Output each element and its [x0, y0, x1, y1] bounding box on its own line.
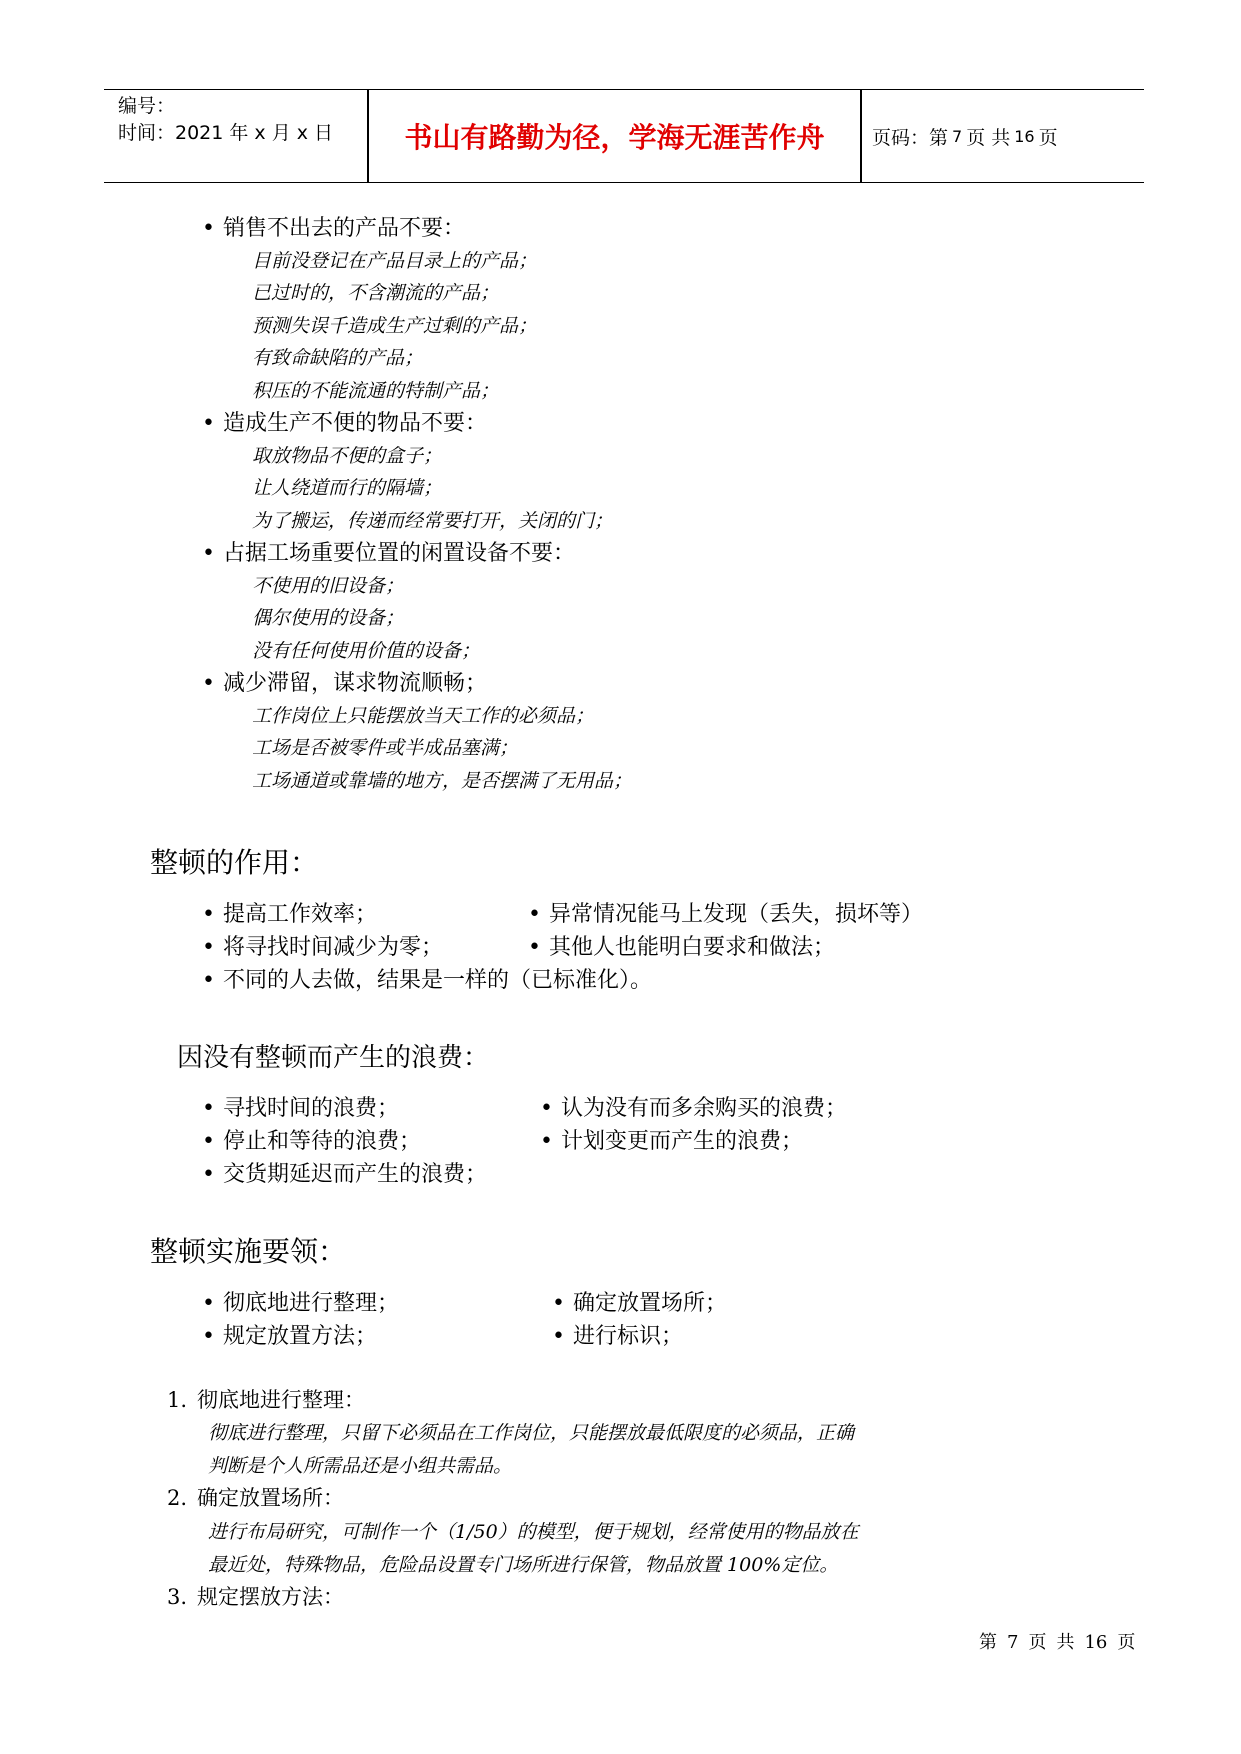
paragraph-line: 进行布局研究，可制作一个（1/50）的模型，便于规划，经常使用的物品放在	[208, 1521, 859, 1543]
section-heading: 整顿实施要领：	[150, 1235, 347, 1268]
page-total: 16	[1014, 126, 1035, 146]
list-item: • 减少滞留，谋求物流顺畅；	[202, 671, 487, 696]
list-item: • 其他人也能明白要求和做法；	[528, 935, 835, 960]
bullet-icon: •	[202, 935, 215, 960]
header-page-info	[872, 90, 1058, 182]
list-item: • 寻找时间的浪费；	[202, 1096, 399, 1121]
bullet-icon: •	[552, 1291, 565, 1316]
bullet-icon: •	[202, 411, 215, 436]
list-item: • 将寻找时间减少为零；	[202, 935, 443, 960]
footer-page-number: 7	[1007, 1632, 1019, 1653]
paragraph-line: 彻底进行整理，只留下必须品在工作岗位，只能摆放最低限度的必须品，正确	[208, 1422, 855, 1444]
list-subitem: 取放物品不便的盒子；	[252, 445, 443, 467]
header-divider	[860, 90, 862, 182]
list-subitem: 不使用的旧设备；	[252, 575, 405, 597]
page-header	[104, 89, 1144, 183]
section-heading: 整顿的作用：	[150, 846, 319, 879]
list-item: • 计划变更而产生的浪费；	[540, 1129, 803, 1154]
list-subitem: 有致命缺陷的产品；	[252, 347, 424, 369]
bullet-icon: •	[202, 1324, 215, 1349]
list-item: • 进行标识；	[552, 1324, 683, 1349]
bullet-icon: •	[202, 671, 215, 696]
list-subitem: 预测失误千造成生产过剩的产品；	[252, 315, 538, 337]
list-subitem: 让人绕道而行的隔墙；	[252, 477, 443, 499]
numbered-item: 3. 规定摆放方法：	[167, 1585, 345, 1609]
list-item: • 提高工作效率；	[202, 902, 377, 927]
list-subitem: 工场是否被零件或半成品塞满；	[252, 737, 519, 759]
list-subitem: 工作岗位上只能摆放当天工作的必须品；	[252, 705, 595, 727]
list-item: • 确定放置场所；	[552, 1291, 727, 1316]
paragraph-line: 判断是个人所需品还是小组共需品。	[208, 1455, 513, 1477]
list-subitem: 为了搬运，传递而经常要打开，关闭的门；	[252, 510, 614, 532]
numbered-item: 1. 彻底地进行整理：	[167, 1388, 366, 1412]
list-item: • 不同的人去做，结果是一样的（已标准化）。	[202, 968, 652, 993]
bullet-icon: •	[552, 1324, 565, 1349]
list-subitem: 积压的不能流通的特制产品；	[252, 380, 500, 402]
page-mid: 页 共	[966, 126, 1011, 149]
list-item: • 异常情况能马上发现（丢失，损坏等）	[528, 902, 923, 927]
paragraph-line: 最近处，特殊物品，危险品设置专门场所进行保管，物品放置 100%定位。	[208, 1554, 839, 1576]
header-motto: 书山有路勤为径，学海无涯苦作舟	[404, 121, 825, 154]
bullet-icon: •	[202, 968, 215, 993]
list-item: • 造成生产不便的物品不要：	[202, 411, 487, 436]
list-subitem: 偶尔使用的设备；	[252, 607, 405, 629]
footer-page-total: 16	[1084, 1632, 1108, 1653]
list-item: • 彻底地进行整理；	[202, 1291, 399, 1316]
bullet-icon: •	[528, 902, 541, 927]
bullet-icon: •	[202, 1162, 215, 1187]
list-subitem: 没有任何使用价值的设备；	[252, 640, 481, 662]
list-item: • 停止和等待的浪费；	[202, 1129, 421, 1154]
bullet-icon: •	[528, 935, 541, 960]
bullet-icon: •	[540, 1129, 553, 1154]
number-label: 编号：	[118, 95, 176, 117]
bullet-icon: •	[202, 216, 215, 241]
list-subitem: 工场通道或靠墙的地方，是否摆满了无用品；	[252, 770, 633, 792]
bullet-icon: •	[540, 1096, 553, 1121]
list-item: • 规定放置方法；	[202, 1324, 377, 1349]
bullet-icon: •	[202, 1291, 215, 1316]
page-number: 7	[952, 126, 963, 146]
list-item: • 认为没有而多余购买的浪费；	[540, 1096, 847, 1121]
page-prefix: 页码：第	[872, 126, 949, 149]
bullet-icon: •	[202, 541, 215, 566]
page-footer: 第 7 页 共 16 页	[979, 1632, 1136, 1653]
bullet-icon: •	[202, 902, 215, 927]
bullet-icon: •	[202, 1096, 215, 1121]
list-item: • 占据工场重要位置的闲置设备不要：	[202, 541, 575, 566]
list-subitem: 目前没登记在产品目录上的产品；	[252, 250, 538, 272]
list-item: • 销售不出去的产品不要：	[202, 216, 465, 241]
list-subitem: 已过时的，不含潮流的产品；	[252, 282, 500, 304]
page-suffix: 页	[1038, 126, 1058, 149]
numbered-item: 2. 确定放置场所：	[167, 1486, 345, 1510]
list-item: • 交货期延迟而产生的浪费；	[202, 1162, 487, 1187]
bullet-icon: •	[202, 1129, 215, 1154]
section-heading: 因没有整顿而产生的浪费：	[177, 1043, 490, 1073]
time-label: 时间：2021 年 x 月 x 日	[118, 122, 334, 144]
header-meta	[118, 93, 333, 147]
